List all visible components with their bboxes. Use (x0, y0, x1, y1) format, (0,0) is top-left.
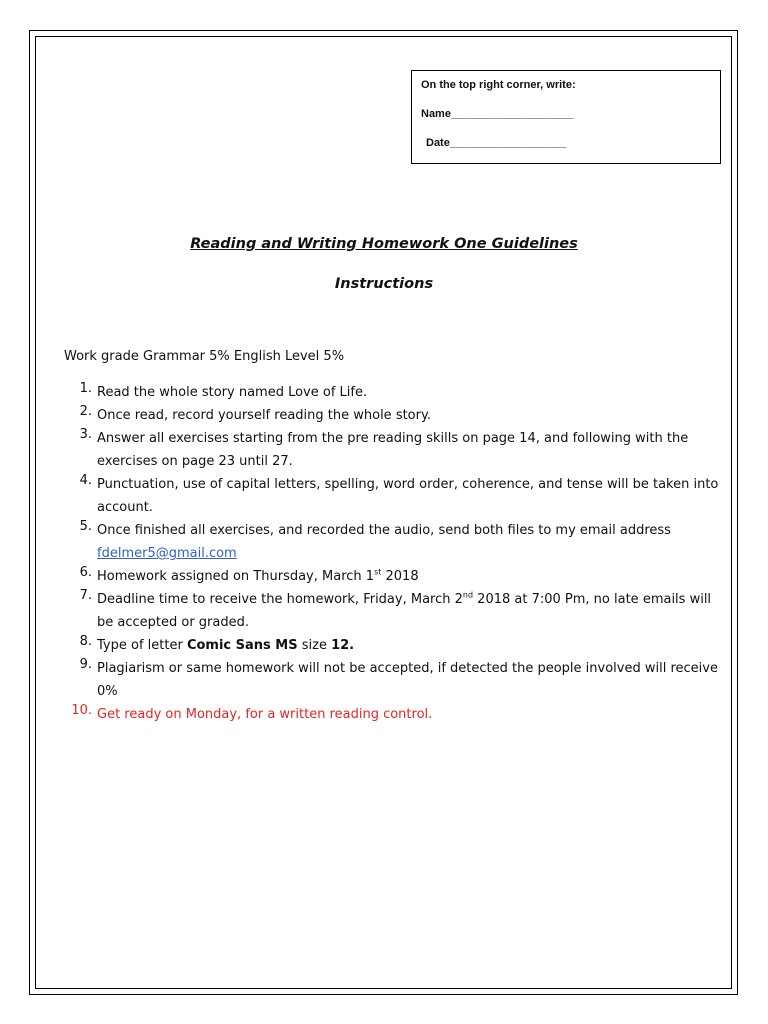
item-text: Once finished all exercises, and recorded the audio, send both files to my email address (97, 523, 671, 538)
item-text-mid: size (297, 638, 332, 653)
item-number: 1. (79, 381, 92, 396)
item-text-wrap (97, 565, 727, 588)
name-line: Name____________________ (421, 108, 574, 120)
grade-intro: Work grade Grammar 5% English Level 5% (64, 349, 345, 364)
item-text: Once read, record yourself reading the whole story. (97, 408, 431, 423)
page-subtitle: Instructions (334, 276, 434, 292)
email-link[interactable]: fdelmer5@gmail.com (97, 546, 237, 561)
item-text-wrap (97, 588, 727, 634)
item-text: Answer all exercises starting from the pre reading skills on page 14, and following with the exercises on page 23 until 27. (97, 431, 689, 469)
ordinal-suffix: nd (462, 590, 474, 600)
page-title: Reading and Writing Homework One Guidelines (190, 236, 578, 252)
item-number: 9. (79, 657, 92, 672)
item-number: 10. (71, 703, 92, 718)
item-text: Punctuation, use of capital letters, spelling, word order, coherence, and tense will be taken into account. (97, 477, 719, 515)
ordinal-suffix: st (374, 567, 382, 577)
item-text-wrap (97, 519, 727, 565)
item-text: Type of letter (97, 638, 187, 653)
name-date-box (411, 70, 721, 164)
item-text: Get ready on Monday, for a written reading control. (97, 707, 433, 722)
item-number: 3. (79, 427, 92, 442)
item-number: 6. (79, 565, 92, 580)
item-number: 8. (79, 634, 92, 649)
item-text-end: 2018 (381, 569, 419, 584)
font-size: 12. (331, 638, 355, 653)
box-heading: On the top right corner, write: (421, 79, 576, 91)
item-number: 7. (79, 588, 92, 603)
item-text-end: 2018 at 7:00 Pm, no late emails will be accepted or graded. (97, 592, 712, 630)
font-name: Comic Sans MS (186, 638, 298, 653)
item-text: Homework assigned on Thursday, March 1 (97, 569, 375, 584)
item-number: 2. (79, 404, 92, 419)
item-number: 4. (79, 473, 92, 488)
item-text: Read the whole story named Love of Life. (97, 385, 368, 400)
item-text-wrap (97, 634, 727, 657)
date-line: Date___________________ (426, 137, 567, 149)
item-text: Deadline time to receive the homework, Friday, March 2 (97, 592, 463, 607)
item-number: 5. (79, 519, 92, 534)
item-text: Plagiarism or same homework will not be accepted, if detected the people involved will receive 0% (97, 661, 718, 699)
